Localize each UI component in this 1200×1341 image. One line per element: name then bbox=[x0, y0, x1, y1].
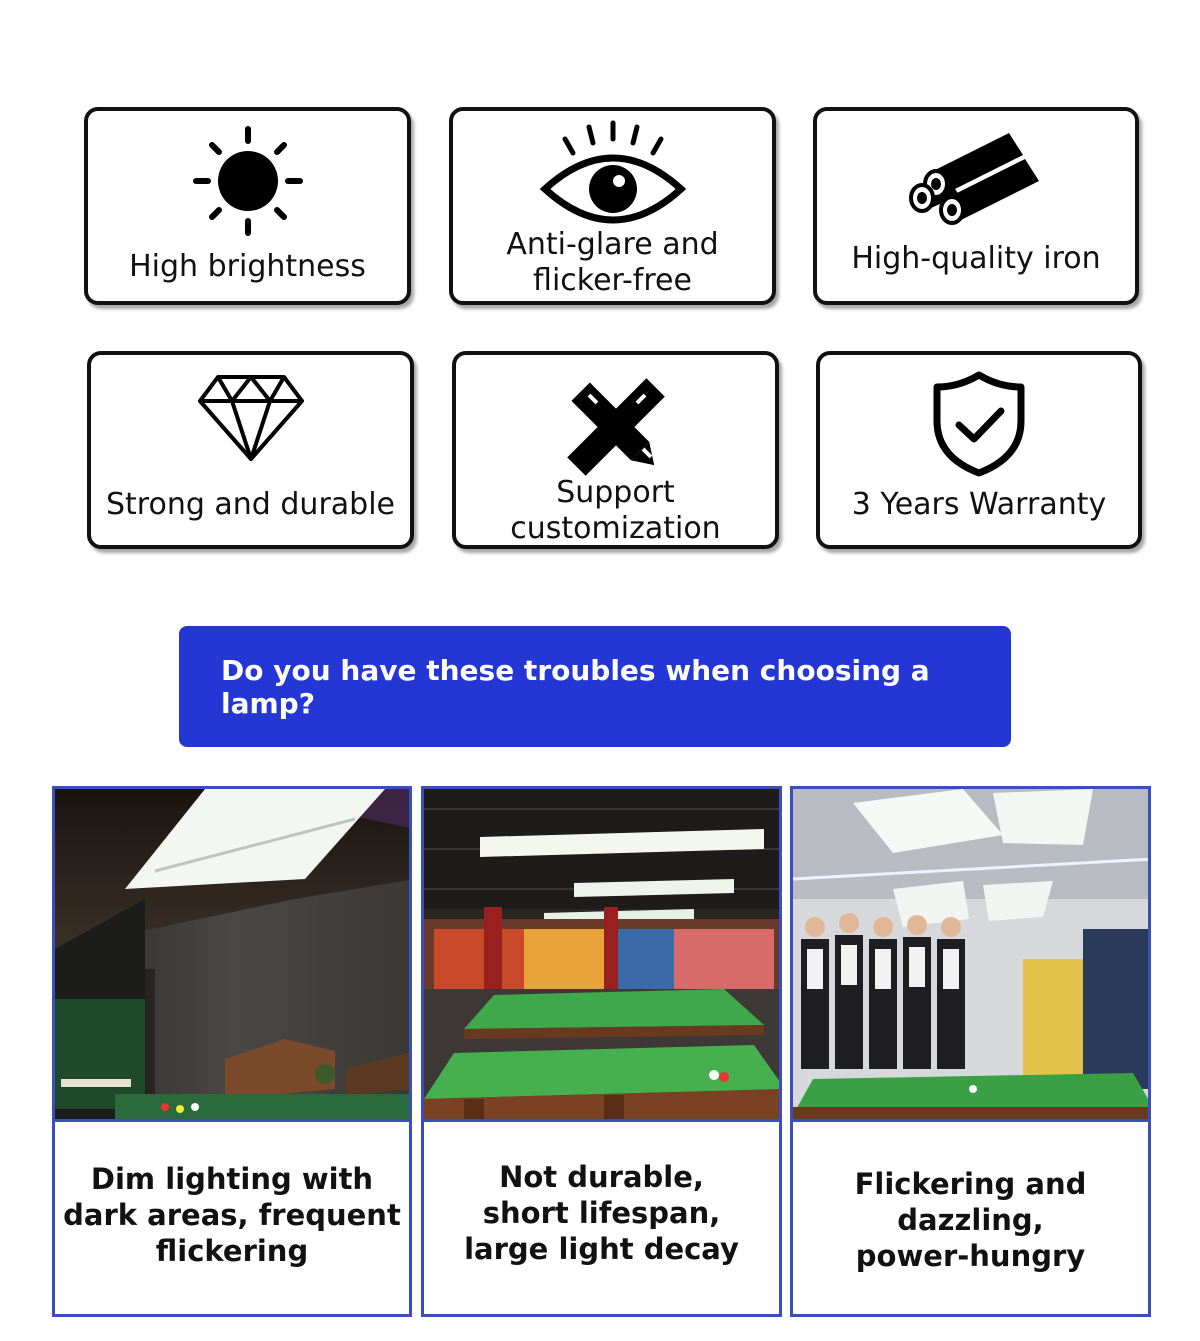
divider bbox=[55, 1119, 409, 1122]
sun-icon bbox=[188, 121, 308, 241]
feature-label bbox=[453, 227, 772, 299]
caption-line: dazzling, bbox=[897, 1203, 1044, 1237]
divider bbox=[424, 1119, 779, 1122]
trouble-caption bbox=[424, 1159, 779, 1267]
eye-icon bbox=[533, 117, 693, 227]
feature-label: 3 Years Warranty bbox=[851, 487, 1107, 522]
trouble-card-not-durable bbox=[421, 786, 782, 1317]
feature-card-anti-glare bbox=[449, 107, 776, 305]
feature-card-strong-durable bbox=[87, 351, 414, 549]
feature-label-line: customization bbox=[510, 511, 721, 546]
feature-card-high-quality-iron bbox=[813, 107, 1139, 305]
trouble-card-dim-lighting bbox=[52, 786, 412, 1317]
diamond-icon bbox=[196, 371, 306, 463]
feature-label-line: Anti-glare and bbox=[506, 227, 719, 262]
caption-line: short lifespan, bbox=[482, 1196, 721, 1230]
caption-line: large light decay bbox=[464, 1232, 739, 1266]
caption-line: dark areas, frequent bbox=[63, 1198, 401, 1232]
shield-check-icon bbox=[929, 369, 1029, 479]
feature-label bbox=[456, 475, 775, 547]
feature-label-line: flicker-free bbox=[533, 263, 692, 298]
banner-text: Do you have these troubles when choosing a lamp? bbox=[221, 653, 930, 720]
trouble-caption bbox=[55, 1161, 409, 1269]
trouble-card-flickering bbox=[790, 786, 1151, 1317]
iron-pipes-icon bbox=[901, 125, 1051, 225]
feature-card-support-customization bbox=[452, 351, 779, 549]
feature-label-line: Support bbox=[556, 475, 675, 510]
feature-card-warranty bbox=[816, 351, 1142, 549]
caption-line: Not durable, bbox=[499, 1160, 704, 1194]
caption-line: Flickering and bbox=[854, 1167, 1087, 1201]
troubles-banner bbox=[179, 626, 1011, 747]
caption-line: power-hungry bbox=[855, 1239, 1086, 1273]
caption-line: Dim lighting with bbox=[90, 1162, 374, 1196]
feature-label: Strong and durable bbox=[105, 487, 395, 522]
trouble-caption bbox=[793, 1166, 1148, 1274]
feature-label: High brightness bbox=[129, 249, 366, 284]
caption-line: flickering bbox=[155, 1234, 309, 1268]
dark-billiard-room-photo bbox=[55, 789, 409, 1121]
feature-label: High-quality iron bbox=[851, 241, 1101, 276]
billiard-players-hall-photo bbox=[793, 789, 1148, 1121]
colorful-billiard-hall-photo bbox=[424, 789, 779, 1121]
ruler-pencil-icon bbox=[561, 377, 671, 477]
feature-card-high-brightness bbox=[84, 107, 411, 305]
divider bbox=[793, 1119, 1148, 1122]
